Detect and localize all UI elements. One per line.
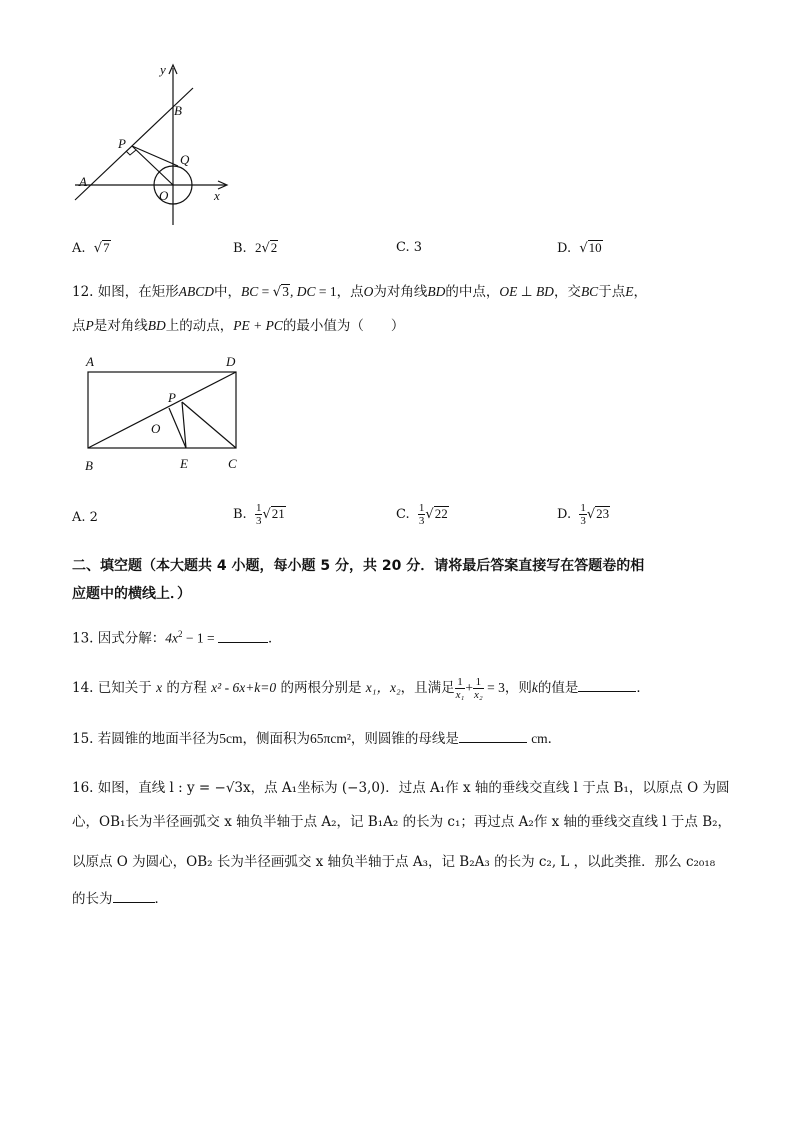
q14: 14. 已知关于 x 的方程 x² - 6x+k=0 的两根分别是 x₁，x₂，且满足 $\frac{1}{\text{x₁}}$ + $\frac{1}{\text{x₂}}$ = 3，则k的值是 ．	[72, 676, 650, 701]
q15-answer-blank[interactable]	[459, 728, 527, 743]
q16-line1: 16. 如图，直线 l : y = −√3x，点 A₁坐标为 (−3,0)．过点 A₁作 x 轴的垂线交直线 l 于点 B₁，以原点 O 为圆	[72, 780, 730, 796]
label-Q: Q	[180, 152, 190, 167]
q12-option-a: A. 2	[72, 510, 98, 525]
label-P: P	[168, 390, 176, 405]
q13-answer-blank[interactable]	[218, 628, 268, 643]
label-E: E	[180, 456, 188, 471]
q11-option-d: D. √10	[557, 240, 602, 256]
section-heading: 二、填空题（本大题共 4 小题，每小题 5 分，共 20 分．请将最后答案直接写在答题卷的相 应题中的横线上．）	[72, 558, 645, 602]
label-D: D	[226, 354, 236, 369]
q14-answer-blank[interactable]	[578, 677, 636, 692]
label-y: y	[160, 62, 166, 77]
q12-line2: 点P是对角线BD上的动点，PE + PC的最小值为（ ）	[72, 318, 405, 334]
q11-option-c: C. 3	[396, 240, 423, 255]
q12-figure	[80, 352, 250, 478]
label-B: B	[174, 103, 182, 118]
q12-option-c: C. $\frac{1}{3}$ √22	[396, 502, 448, 527]
label-O: O	[159, 188, 169, 203]
q16-line4: 的长为 ．	[72, 888, 752, 909]
label-A: A	[79, 174, 87, 189]
q15: 15. 若圆锥的地面半径为5cm，侧面积为65πcm²，则圆锥的母线是 cm．	[72, 728, 752, 749]
label-P: P	[118, 136, 126, 151]
label-B: B	[85, 458, 93, 473]
q12-line1: 12. 如图，在矩形ABCD中，BC = √3, DC = 1，点O为对角线BD的中点，OE ⊥ BD，交BC于点E，	[72, 284, 647, 300]
q16-answer-blank[interactable]	[113, 888, 155, 903]
q12-option-d: D. $\frac{1}{3}$ √23	[557, 502, 610, 527]
label-O: O	[151, 421, 161, 436]
q11-option-a: A. √7	[72, 240, 110, 256]
label-A: A	[86, 354, 94, 369]
q11-figure	[70, 60, 240, 230]
q11-option-b: B. 2√2	[233, 240, 278, 256]
q16-line3: 以原点 O 为圆心，OB₂ 长为半径画弧交 x 轴负半轴于点 A₃，记 B₂A₃ 的长为 c₂, L ，以此类推．那么 c₂₀₁₈	[72, 854, 716, 870]
label-C: C	[228, 456, 237, 471]
label-x: x	[214, 188, 220, 203]
q12-option-b: B. $\frac{1}{3}$ √21	[233, 502, 285, 527]
q16-line2: 心，OB₁长为半径画弧交 x 轴负半轴于点 A₂，记 B₁A₂ 的长为 c₁；再过点 A₂作 x 轴的垂线交直线 l 于点 B₂，	[72, 814, 732, 830]
q13: 13. 因式分解：$4x^2 - 1$ = ．	[72, 629, 282, 647]
